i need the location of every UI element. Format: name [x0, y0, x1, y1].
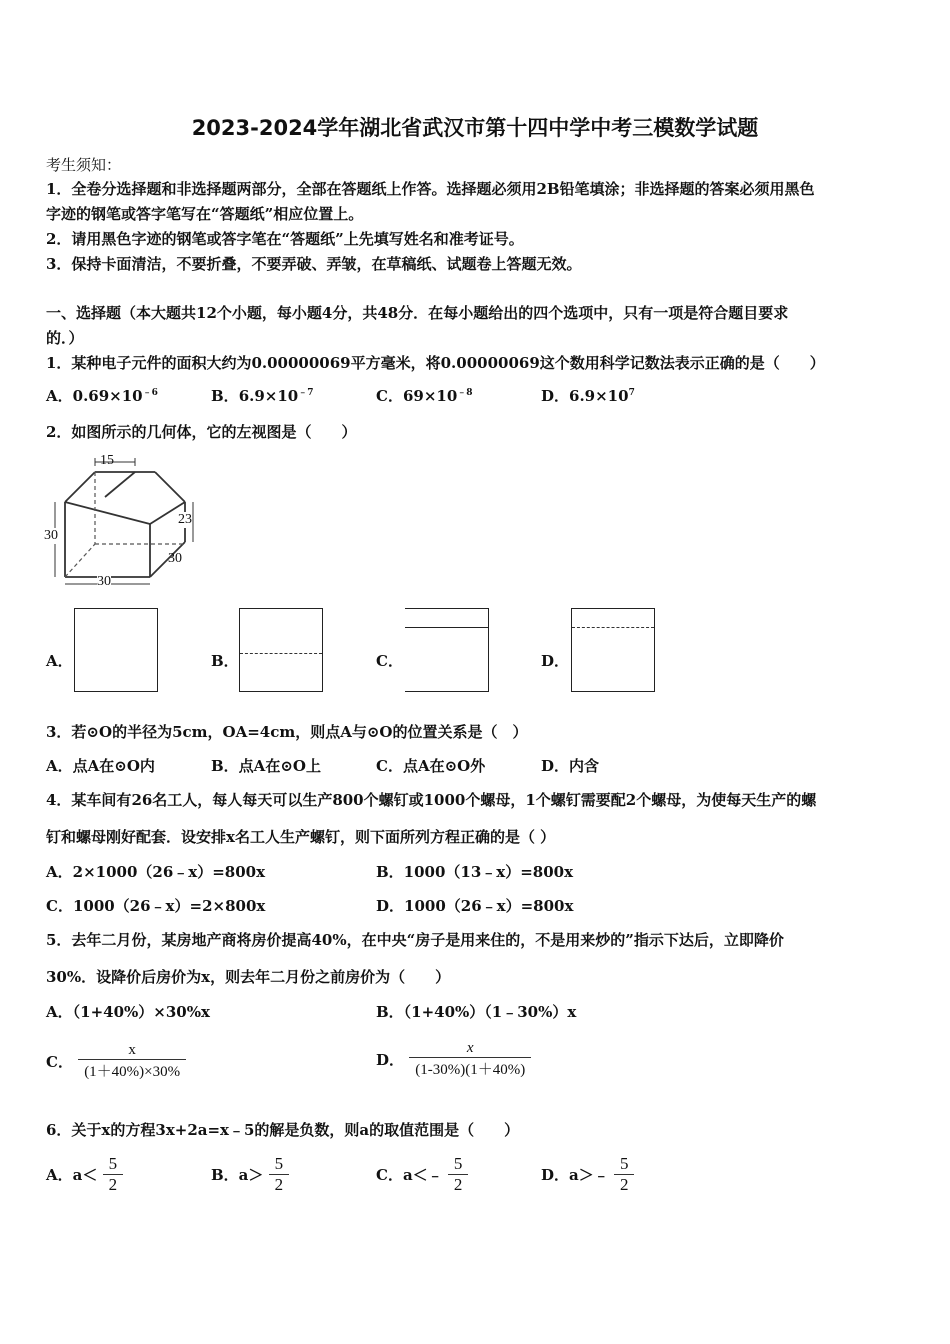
q2-option-b-label: B． — [211, 652, 239, 670]
q1-option-c: C．$69\times 10^{﹣8}$ — [376, 387, 473, 405]
q1-option-b: B．$6.9\times 10^{﹣7}$ — [211, 387, 314, 405]
q4-option-b: B．1000（13﹣x）=800x — [376, 863, 574, 881]
q2-option-a-view — [74, 608, 158, 692]
notice-item-1b: 字迹的钢笔或答字笔写在“答题纸”相应位置上。 — [46, 205, 364, 223]
notice-item-1a: 1．全卷分选择题和非选择题两部分，全部在答题纸上作答。选择题必须用2B铅笔填涂；非选择题的答案必须用黑色 — [46, 180, 815, 198]
q6-option-a-fraction: $\frac{5}{2}$ — [103, 1154, 124, 1195]
q2-option-b-view — [239, 608, 323, 692]
notice-item-3: 3．保持卡面清洁，不要折叠，不要弄破、弄皱，在草稿纸、试题卷上答题无效。 — [46, 255, 582, 273]
q6-option-d-fraction: $\frac{5}{2}$ — [614, 1154, 635, 1195]
q2-option-b-hidden-edge — [240, 653, 322, 654]
notice-item-2: 2．请用黑色字迹的钢笔或答字笔在“答题纸”上先填写姓名和准考证号。 — [46, 230, 524, 248]
q6-option-b-fraction: $\frac{5}{2}$ — [269, 1154, 290, 1195]
q6-option-c: C．a＜﹣ $\frac{5}{2}$ — [376, 1154, 468, 1195]
q2-dim-depth: 30 — [168, 551, 182, 566]
q3-option-c: C．点A在⊙O外 — [376, 757, 486, 775]
q3-option-d: D．内含 — [541, 757, 600, 775]
q6-option-d: D．a＞﹣ $\frac{5}{2}$ — [541, 1154, 634, 1195]
q1-stem: 1．某种电子元件的面积大约为0.00000069平方毫米，将0.00000069这个数用科学记数法表示正确的是（ ） — [46, 354, 825, 372]
q4-option-c: C．1000（26﹣x）=2×800x — [46, 897, 266, 915]
q2-option-d-hidden-edge — [572, 627, 654, 628]
q2-dim-left: 30 — [44, 528, 58, 543]
q6-option-b: B．a＞ $\frac{5}{2}$ — [211, 1154, 289, 1195]
notice-heading: 考生须知： — [46, 156, 122, 174]
q4-stem-line1: 4．某车间有26名工人，每人每天可以生产800个螺钉或1000个螺母，1个螺钉需要配2个螺母，为使每天生产的螺 — [46, 791, 817, 809]
q3-stem: 3．若⊙O的半径为5cm，OA=4cm，则点A与⊙O的位置关系是（ ） — [46, 723, 528, 741]
q5-option-c-fraction: $\frac{x}{(1+40\%)\times 30\%}$ — [78, 1042, 186, 1081]
q2-stem: 2．如图所示的几何体，它的左视图是（ ） — [46, 423, 357, 441]
q4-stem-line2: 钉和螺母刚好配套．设安排x名工人生产螺钉，则下面所列方程正确的是（ ） — [46, 828, 556, 846]
q4-option-d: D．1000（26﹣x）=800x — [376, 897, 574, 915]
q5-stem-line2: 30%．设降价后房价为x，则去年二月份之前房价为（ ） — [46, 968, 451, 986]
page-title: 2023-2024学年湖北省武汉市第十四中学中考三模数学试题 — [191, 116, 759, 140]
q2-option-c-view — [405, 608, 489, 692]
q2-option-a-label: A． — [46, 652, 73, 670]
q4-option-a: A．2×1000（26﹣x）=800x — [46, 863, 266, 881]
q2-option-c-edge — [405, 627, 488, 628]
q3-option-a: A．点A在⊙O内 — [46, 757, 155, 775]
q5-option-a: A．（1+40%）×30%x — [46, 1003, 210, 1021]
q5-option-d-fraction: $\frac{x}{(1-30\%)(1+40\%)}$ — [409, 1040, 531, 1079]
q2-option-d-label: D． — [541, 652, 570, 670]
q1-option-a: A．$0.69\times 10^{﹣6}$ — [46, 387, 158, 405]
q2-dim-top: 15 — [100, 453, 114, 468]
q5-option-b: B．（1+40%）（1﹣30%）x — [376, 1003, 577, 1021]
q2-dim-right: 23 — [178, 512, 192, 527]
q1-option-d: D．$6.9\times 10^7$ — [541, 387, 635, 405]
section-header-line1: 一、选择题（本大题共12个小题，每小题4分，共48分．在每小题给出的四个选项中，只有一项是符合题目要求 — [46, 304, 789, 322]
q2-dim-bottom: 30 — [97, 574, 111, 589]
q6-option-a: A．a＜ $\frac{5}{2}$ — [46, 1154, 123, 1195]
q6-stem: 6．关于x的方程3x+2a=x﹣5的解是负数，则a的取值范围是（ ） — [46, 1121, 520, 1139]
section-header-line2: 的．） — [46, 329, 84, 347]
q2-option-c-label: C． — [376, 652, 403, 670]
q3-option-b: B．点A在⊙O上 — [211, 757, 321, 775]
q5-option-c: C． $\frac{x}{(1+40\%)\times 30\%}$ — [46, 1042, 186, 1081]
q5-stem-line1: 5．去年二月份，某房地产商将房价提高40%，在中央“房子是用来住的，不是用来炒的”指示下达后，立即降价 — [46, 931, 784, 949]
q2-option-d-view — [571, 608, 655, 692]
q6-option-c-fraction: $\frac{5}{2}$ — [448, 1154, 469, 1195]
q5-option-d: D． $\frac{x}{(1-30\%)(1+40\%)}$ — [376, 1040, 531, 1079]
